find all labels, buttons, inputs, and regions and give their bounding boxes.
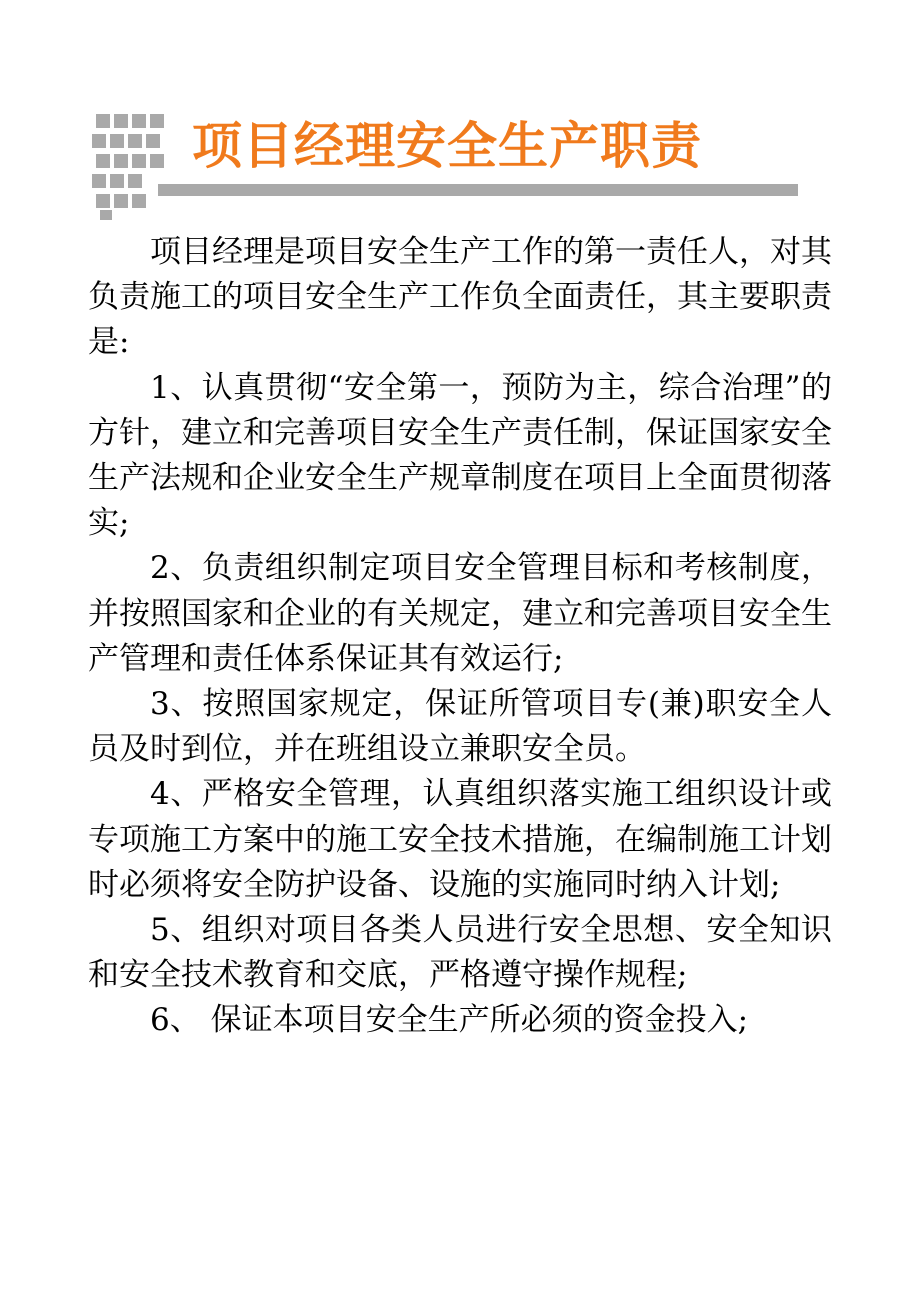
checkered-corner-pattern-icon <box>88 108 178 220</box>
duty-item-4: 4、严格安全管理，认真组织落实施工组织设计或专项施工方案中的施工安全技术措施，在编制施工计划时必须将安全防护设备、设施的实施同时纳入计划; <box>88 776 832 903</box>
document-header <box>88 108 800 220</box>
duty-item-2: 2、负责组织制定项目安全管理目标和考核制度，并按照国家和企业的有关规定，建立和完善项目安全生产管理和责任体系保证其有效运行; <box>88 550 832 677</box>
duty-item-5: 5、组织对项目各类人员进行安全思想、安全知识和安全技术教育和交底，严格遵守操作规程; <box>88 912 832 994</box>
document-body <box>88 230 832 1044</box>
header-divider <box>158 184 798 196</box>
intro-paragraph: 项目经理是项目安全生产工作的第一责任人，对其负责施工的项目安全生产工作负全面责任，其主要职责是: <box>88 234 832 361</box>
duty-item-3: 3、按照国家规定，保证所管项目专(兼)职安全人员及时到位，并在班组设立兼职安全员。 <box>88 686 832 768</box>
duty-item-1: 1、认真贯彻“安全第一，预防为主，综合治理”的方针，建立和完善项目安全生产责任制，保证国家安全生产法规和企业安全生产规章制度在项目上全面贯彻落实; <box>88 369 832 542</box>
duty-item-6: 6、 保证本项目安全生产所必须的资金投入; <box>150 1002 749 1039</box>
page-title: 项目经理安全生产职责 <box>192 117 702 175</box>
